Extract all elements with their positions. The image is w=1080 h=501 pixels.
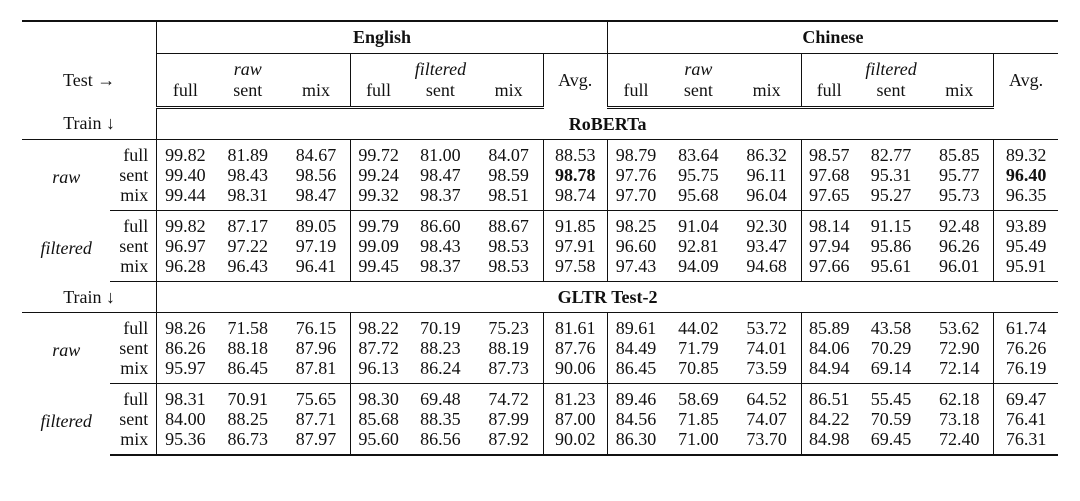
table-cell: 93.89 — [1005, 215, 1047, 236]
table-cell: 98.26 — [165, 317, 206, 338]
table-cell: 76.26 — [1005, 337, 1047, 358]
en-filtered-full-header: full — [350, 79, 406, 108]
model-name: RoBERTa — [157, 108, 1058, 140]
table-cell: 87.99 — [475, 409, 543, 429]
table-cell: 84.22 — [808, 408, 850, 429]
table-cell: 86.56 — [406, 429, 474, 455]
table-cell: 95.75 — [678, 164, 719, 185]
train-subset-label: sent — [110, 165, 156, 185]
table-cell: 53.62 — [925, 313, 993, 339]
table-cell: 88.23 — [420, 337, 461, 358]
table-cell: 84.56 — [615, 408, 657, 429]
table-cell: 98.22 — [358, 317, 399, 338]
table-cell: 98.30 — [358, 388, 399, 409]
table-cell: 70.19 — [420, 317, 461, 338]
table-cell: 69.45 — [857, 429, 925, 455]
table-row — [22, 338, 1058, 358]
table-cell: 95.49 — [1005, 235, 1047, 256]
table-cell: 83.64 — [678, 144, 719, 165]
train-subset-label: full — [110, 384, 156, 410]
table-row — [22, 236, 1058, 256]
table-cell: 92.30 — [733, 211, 801, 237]
table-cell: 88.19 — [475, 338, 543, 358]
test-header-row-bottom — [22, 79, 1058, 108]
table-cell: 87.73 — [475, 358, 543, 384]
table-cell: 61.74 — [1005, 317, 1047, 338]
table-cell: 85.85 — [925, 140, 993, 166]
table-cell: 98.74 — [543, 185, 607, 211]
table-cell: 94.68 — [733, 256, 801, 282]
table-cell: 98.78 — [543, 165, 607, 185]
table-cell: 55.45 — [870, 388, 912, 409]
table-cell: 96.11 — [733, 165, 801, 185]
table-cell: 96.40 — [1005, 164, 1047, 185]
train-arrow-label: Train ↓ — [22, 282, 157, 313]
table-cell: 72.90 — [925, 338, 993, 358]
table-cell: 88.53 — [543, 140, 607, 166]
table-cell: 88.25 — [227, 408, 269, 429]
table-cell: 91.04 — [678, 215, 719, 236]
table-cell: 69.14 — [857, 358, 925, 384]
table-cell: 86.45 — [607, 358, 664, 384]
zh-raw-sent-header: sent — [664, 79, 732, 108]
table-cell: 88.67 — [475, 211, 543, 237]
table-cell: 64.52 — [733, 384, 801, 410]
table-cell: 98.53 — [475, 236, 543, 256]
table-cell: 86.45 — [214, 358, 282, 384]
table-cell: 73.18 — [925, 409, 993, 429]
table-cell: 81.00 — [420, 144, 461, 165]
table-cell: 87.96 — [282, 338, 350, 358]
table-cell: 74.07 — [733, 409, 801, 429]
en-raw-header: raw — [233, 59, 262, 79]
table-cell: 91.15 — [870, 215, 912, 236]
table-cell: 98.57 — [808, 144, 850, 165]
table-cell: 87.81 — [282, 358, 350, 384]
table-cell: 95.91 — [994, 256, 1058, 282]
table-cell: 98.53 — [475, 256, 543, 282]
table-cell: 86.26 — [165, 337, 206, 358]
table-cell: 99.72 — [358, 144, 399, 165]
zh-filtered-sent-header: sent — [857, 79, 925, 108]
table-cell: 91.85 — [543, 211, 607, 237]
table-cell: 84.67 — [282, 140, 350, 166]
table-cell: 97.58 — [543, 256, 607, 282]
results-table-container — [22, 20, 1058, 456]
table-cell: 95.27 — [857, 185, 925, 211]
table-cell: 98.51 — [475, 185, 543, 211]
section-header-row — [22, 282, 1058, 313]
table-cell: 71.58 — [227, 317, 269, 338]
table-cell: 70.85 — [664, 358, 732, 384]
zh-raw-full-header: full — [607, 79, 664, 108]
table-cell: 74.72 — [475, 384, 543, 410]
table-cell: 70.91 — [227, 388, 269, 409]
table-cell: 69.48 — [420, 388, 461, 409]
table-cell: 95.97 — [157, 358, 214, 384]
train-subset-label: sent — [110, 236, 156, 256]
table-cell: 98.43 — [420, 235, 461, 256]
table-cell: 81.23 — [543, 384, 607, 410]
table-cell: 90.02 — [543, 429, 607, 455]
train-group-label: raw — [52, 167, 81, 188]
table-cell: 86.24 — [406, 358, 474, 384]
table-cell: 94.09 — [664, 256, 732, 282]
table-cell: 97.65 — [801, 185, 857, 211]
table-cell: 96.28 — [157, 256, 214, 282]
table-cell: 99.79 — [358, 215, 399, 236]
table-cell: 75.23 — [475, 313, 543, 339]
table-cell: 82.77 — [870, 144, 912, 165]
table-cell: 95.86 — [870, 235, 912, 256]
table-cell: 92.48 — [925, 211, 993, 237]
train-arrow-label: Train ↓ — [22, 108, 157, 140]
train-group-label: filtered — [40, 411, 92, 432]
test-arrow-label: Test → — [22, 54, 157, 108]
table-cell: 98.56 — [282, 165, 350, 185]
train-subset-label: full — [110, 211, 156, 237]
table-cell: 69.47 — [1005, 388, 1047, 409]
table-row — [22, 256, 1058, 282]
test-header-row-top — [22, 54, 1058, 80]
table-cell: 92.81 — [678, 235, 719, 256]
table-row — [22, 358, 1058, 384]
table-cell: 84.94 — [801, 358, 857, 384]
table-cell: 73.59 — [733, 358, 801, 384]
language-header-row — [22, 21, 1058, 54]
en-raw-mix-header: mix — [282, 79, 350, 108]
table-cell: 72.40 — [925, 429, 993, 455]
table-cell: 89.32 — [1005, 144, 1047, 165]
train-subset-label: mix — [110, 358, 156, 384]
en-filtered-sent-header: sent — [406, 79, 474, 108]
table-cell: 96.26 — [925, 236, 993, 256]
train-subset-label: full — [110, 140, 156, 166]
table-cell: 87.72 — [358, 337, 399, 358]
zh-avg-header: Avg. — [1009, 70, 1044, 91]
table-cell: 99.82 — [165, 144, 206, 165]
model-name: GLTR Test-2 — [157, 282, 1058, 313]
table-cell: 97.70 — [607, 185, 664, 211]
table-cell: 88.35 — [420, 408, 461, 429]
table-cell: 81.61 — [543, 313, 607, 339]
table-cell: 98.59 — [475, 165, 543, 185]
table-cell: 87.97 — [282, 429, 350, 455]
table-cell: 90.06 — [543, 358, 607, 384]
table-row — [22, 409, 1058, 429]
table-cell: 98.43 — [227, 164, 269, 185]
table-cell: 98.47 — [282, 185, 350, 211]
table-cell: 97.22 — [227, 235, 269, 256]
zh-filtered-full-header: full — [801, 79, 857, 108]
train-group-label: raw — [52, 340, 81, 361]
table-cell: 99.44 — [157, 185, 214, 211]
table-cell: 73.70 — [733, 429, 801, 455]
chinese-header: Chinese — [607, 21, 1058, 54]
table-cell: 88.18 — [227, 337, 269, 358]
table-cell: 84.98 — [801, 429, 857, 455]
zh-raw-header: raw — [684, 59, 713, 79]
table-cell: 99.09 — [358, 235, 399, 256]
table-cell: 86.51 — [808, 388, 850, 409]
table-cell: 95.73 — [925, 185, 993, 211]
table-cell: 53.72 — [733, 313, 801, 339]
train-group-label: filtered — [40, 238, 92, 258]
train-subset-label: sent — [110, 409, 156, 429]
table-cell: 95.77 — [925, 165, 993, 185]
table-cell: 98.14 — [808, 215, 850, 236]
table-cell: 85.89 — [808, 317, 850, 338]
table-cell: 43.58 — [870, 317, 912, 338]
table-cell: 97.68 — [808, 164, 850, 185]
table-cell: 95.31 — [870, 164, 912, 185]
table-cell: 99.45 — [350, 256, 406, 282]
table-cell: 99.82 — [165, 215, 206, 236]
en-raw-full-header: full — [157, 79, 214, 108]
table-cell: 81.89 — [227, 144, 269, 165]
results-table — [22, 20, 1058, 456]
table-cell: 98.25 — [615, 215, 657, 236]
table-cell: 96.01 — [925, 256, 993, 282]
zh-raw-mix-header: mix — [733, 79, 801, 108]
table-cell: 58.69 — [678, 388, 719, 409]
table-cell: 70.29 — [870, 337, 912, 358]
table-row — [22, 429, 1058, 455]
table-cell: 97.91 — [543, 236, 607, 256]
table-cell: 84.07 — [475, 140, 543, 166]
table-cell: 71.00 — [664, 429, 732, 455]
table-cell: 89.61 — [615, 317, 657, 338]
zh-filtered-mix-header: mix — [925, 79, 993, 108]
train-subset-label: mix — [110, 429, 156, 455]
en-filtered-header: filtered — [414, 59, 467, 79]
table-cell: 98.31 — [214, 185, 282, 211]
section-header-row — [22, 108, 1058, 140]
english-header: English — [157, 21, 608, 54]
table-cell: 96.13 — [350, 358, 406, 384]
table-cell: 86.32 — [733, 140, 801, 166]
table-cell: 96.60 — [615, 235, 657, 256]
train-subset-label: sent — [110, 338, 156, 358]
table-cell: 93.47 — [733, 236, 801, 256]
table-cell: 99.40 — [165, 164, 206, 185]
table-cell: 86.73 — [214, 429, 282, 455]
en-raw-sent-header: sent — [214, 79, 282, 108]
table-cell: 96.43 — [214, 256, 282, 282]
table-cell: 99.24 — [358, 164, 399, 185]
table-cell: 97.76 — [615, 164, 657, 185]
table-row — [22, 384, 1058, 410]
table-cell: 97.19 — [282, 236, 350, 256]
table-cell: 98.37 — [406, 256, 474, 282]
table-cell: 84.06 — [808, 337, 850, 358]
table-cell: 72.14 — [925, 358, 993, 384]
en-filtered-mix-header: mix — [475, 79, 543, 108]
table-cell: 87.71 — [282, 409, 350, 429]
table-cell: 62.18 — [925, 384, 993, 410]
table-cell: 86.30 — [607, 429, 664, 455]
table-cell: 97.66 — [801, 256, 857, 282]
table-cell: 87.17 — [227, 215, 269, 236]
table-cell: 98.31 — [165, 388, 206, 409]
table-cell: 96.41 — [282, 256, 350, 282]
table-cell: 95.68 — [664, 185, 732, 211]
table-cell: 84.00 — [165, 408, 206, 429]
table-cell: 76.19 — [994, 358, 1058, 384]
table-cell: 96.35 — [994, 185, 1058, 211]
table-cell: 97.43 — [607, 256, 664, 282]
table-cell: 87.92 — [475, 429, 543, 455]
en-avg-header: Avg. — [543, 54, 607, 108]
table-row — [22, 165, 1058, 185]
table-cell: 97.94 — [808, 235, 850, 256]
train-subset-label: full — [110, 313, 156, 339]
table-row — [22, 185, 1058, 211]
table-cell: 99.32 — [350, 185, 406, 211]
zh-filtered-header: filtered — [865, 59, 917, 79]
table-cell: 75.65 — [282, 384, 350, 410]
train-subset-label: mix — [110, 185, 156, 211]
table-cell: 76.41 — [1005, 408, 1047, 429]
table-cell: 70.59 — [870, 408, 912, 429]
table-cell: 89.46 — [615, 388, 657, 409]
table-cell: 95.60 — [350, 429, 406, 455]
table-cell: 89.05 — [282, 211, 350, 237]
table-cell: 96.97 — [165, 235, 206, 256]
table-cell: 98.79 — [615, 144, 657, 165]
table-row — [22, 211, 1058, 237]
table-cell: 87.76 — [543, 338, 607, 358]
table-cell: 96.04 — [733, 185, 801, 211]
table-cell: 71.79 — [678, 337, 719, 358]
table-cell: 85.68 — [358, 408, 399, 429]
table-cell: 87.00 — [543, 409, 607, 429]
train-subset-label: mix — [110, 256, 156, 282]
table-cell: 95.61 — [857, 256, 925, 282]
table-cell: 95.36 — [157, 429, 214, 455]
table-cell: 44.02 — [678, 317, 719, 338]
table-cell: 86.60 — [420, 215, 461, 236]
table-row — [22, 140, 1058, 166]
table-cell: 98.47 — [420, 164, 461, 185]
table-cell: 74.01 — [733, 338, 801, 358]
table-cell: 76.15 — [282, 313, 350, 339]
table-cell: 76.31 — [994, 429, 1058, 455]
table-cell: 84.49 — [615, 337, 657, 358]
table-row — [22, 313, 1058, 339]
table-cell: 98.37 — [406, 185, 474, 211]
table-cell: 71.85 — [678, 408, 719, 429]
